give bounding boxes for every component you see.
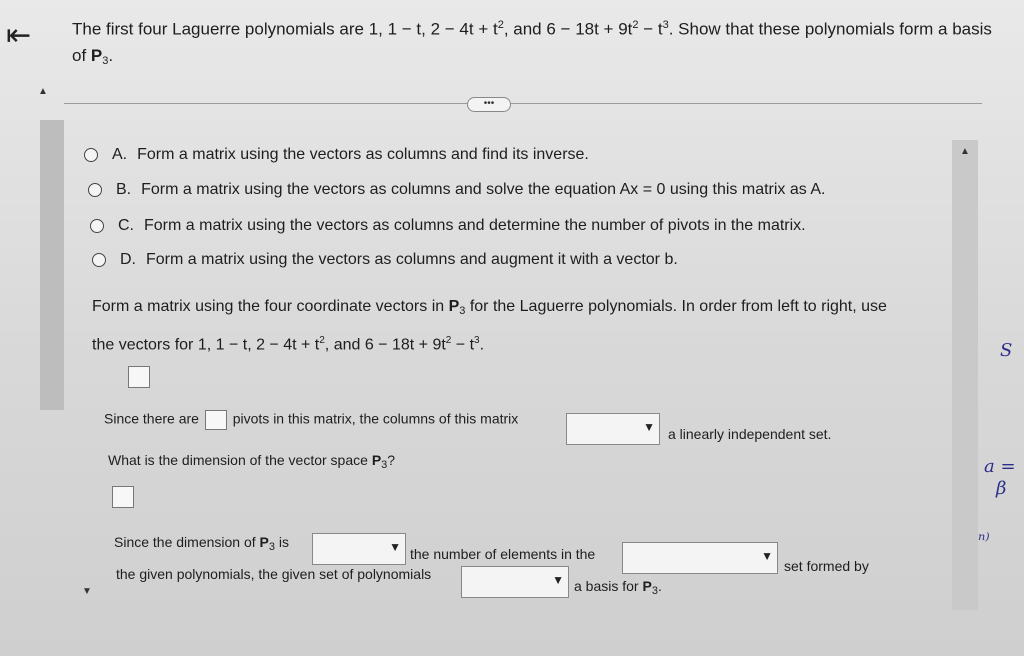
back-arrow-icon[interactable]: ⇤ (6, 19, 32, 52)
left-scrollbar[interactable] (40, 120, 64, 410)
option-b[interactable]: B. Form a matrix using the vectors as columns and solve the equation Ax = 0 using this matrix as A. (88, 181, 825, 199)
given-polynomials-text: the given polynomials, the given set of polynomials (116, 566, 432, 582)
linear-independence-text: a linearly independent set. (668, 426, 832, 442)
chevron-down-icon: ▼ (552, 573, 564, 587)
basis-dropdown[interactable] (461, 566, 569, 598)
dimension-answer-box[interactable] (112, 486, 134, 508)
handwriting-note-2: a = (984, 456, 1016, 477)
right-scroll-up-arrow-icon[interactable]: ▲ (960, 146, 970, 157)
number-of-elements-text: the number of elements in the (410, 546, 596, 562)
handwriting-note-4: ⁿ⁾ (978, 530, 990, 551)
radio-a[interactable] (84, 148, 98, 162)
pivot-count-box[interactable] (205, 410, 227, 430)
set-type-dropdown[interactable] (622, 542, 778, 574)
chevron-down-icon: ▼ (389, 540, 401, 554)
radio-b[interactable] (88, 183, 102, 197)
dimension-compare-dropdown[interactable] (312, 533, 406, 565)
right-scrollbar[interactable] (952, 140, 978, 610)
question-text: The first four Laguerre polynomials are 1, 1 − t, $2 - 4t + t^2$, and $6 - 18t + 9t^2 - t^3$. Show that these polynomials form a basis of $P_3$. (72, 19, 992, 67)
chevron-down-icon: ▼ (643, 420, 655, 434)
dimension-question: What is the dimension of the vector space $P_3$? (108, 452, 396, 471)
radio-d[interactable] (92, 253, 106, 267)
radio-c[interactable] (90, 219, 104, 233)
left-scroll-up-arrow-icon[interactable]: ▲ (38, 86, 48, 97)
handwriting-note-1: S (1000, 340, 1013, 361)
chevron-down-icon: ▼ (761, 549, 773, 563)
pivots-sentence: Since there are pivots in this matrix, the columns of this matrix (104, 410, 518, 430)
final-sentence-start: Since the dimension of $P_3$ is (114, 534, 289, 553)
independence-dropdown[interactable] (566, 413, 660, 445)
basis-for-text: a basis for $P_3$. (574, 578, 662, 597)
option-a[interactable]: A. Form a matrix using the vectors as columns and find its inverse. (84, 146, 589, 164)
set-formed-by-text: set formed by (784, 558, 869, 574)
option-c[interactable]: C. Form a matrix using the vectors as columns and determine the number of pivots in the matrix. (90, 217, 806, 235)
matrix-instruction: Form a matrix using the four coordinate vectors in $P_3$ for the Laguerre polynomials. In order from left to right, use the vectors for 1, 1 − t, $2 - 4t + t^2$, and $6 - 18t + 9t^2 - t^3$. (92, 298, 887, 354)
handwriting-note-3: β (996, 478, 1007, 499)
option-d[interactable]: D. Form a matrix using the vectors as columns and augment it with a vector b. (92, 251, 678, 269)
matrix-answer-box[interactable] (128, 366, 150, 388)
left-scroll-down-arrow-icon[interactable]: ▼ (82, 586, 92, 597)
more-button[interactable]: ••• (467, 97, 511, 112)
divider (64, 103, 982, 104)
